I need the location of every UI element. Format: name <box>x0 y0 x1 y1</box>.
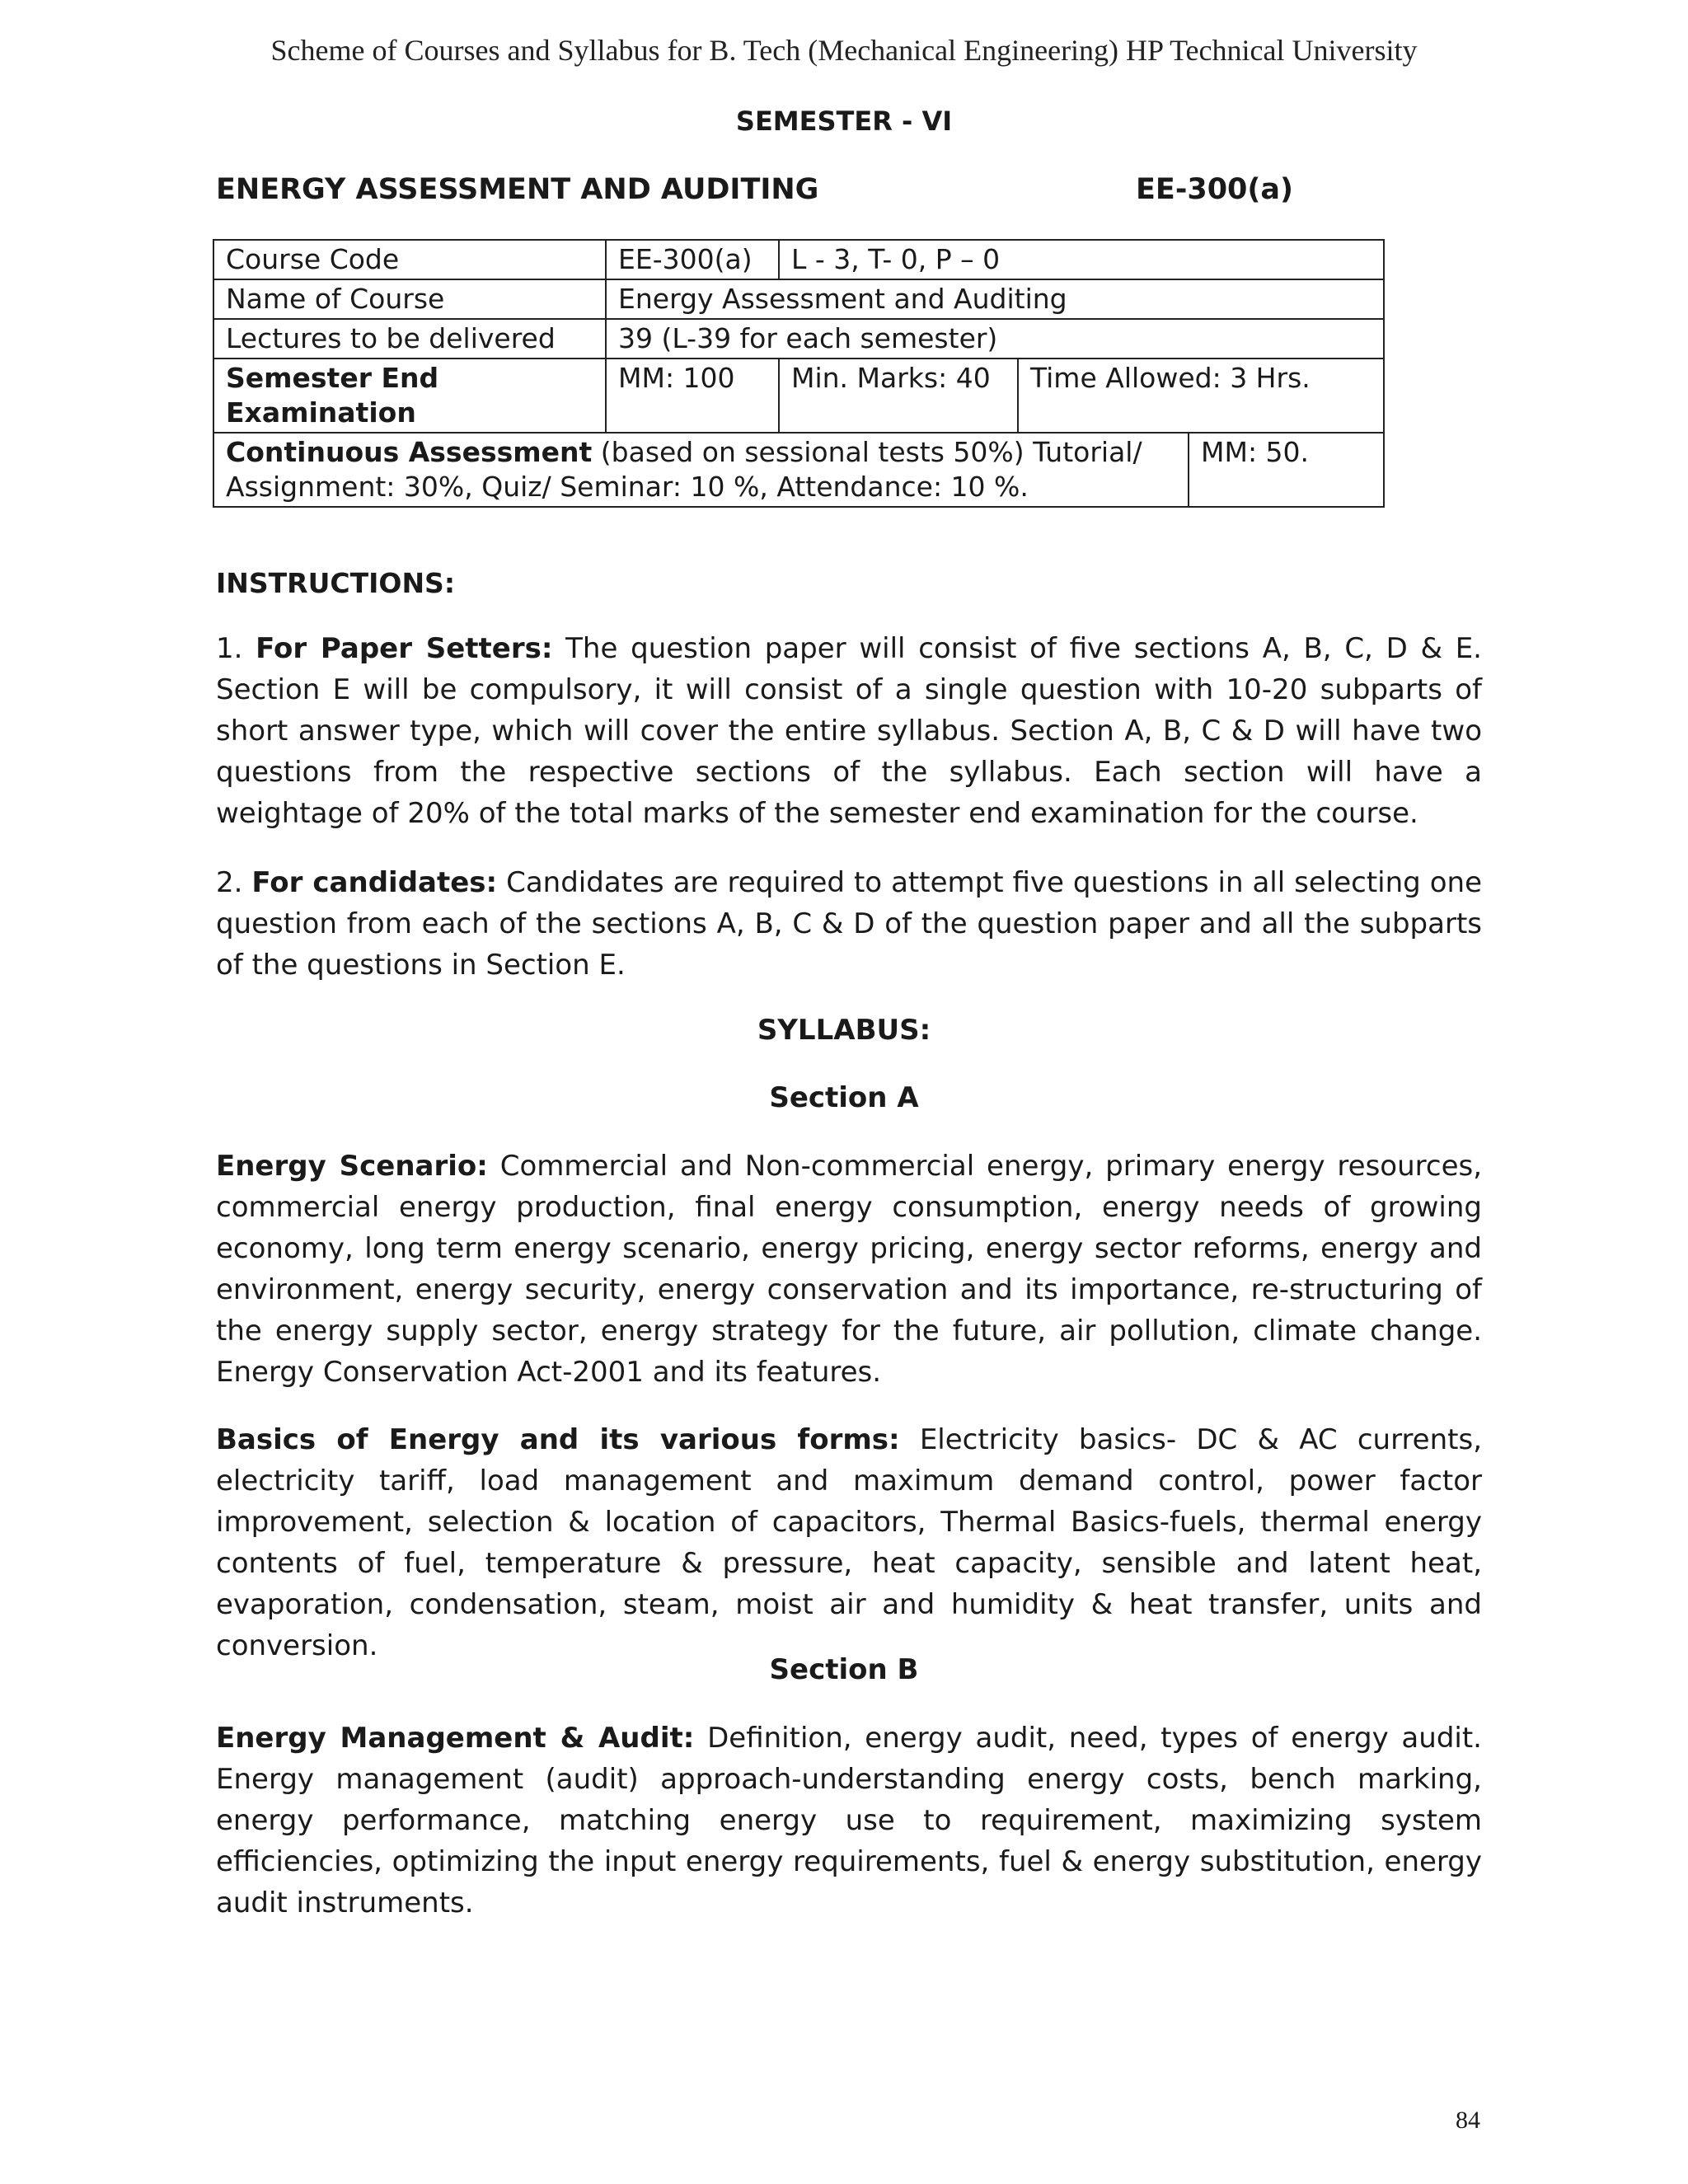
course-title: ENERGY ASSESSMENT AND AUDITING <box>216 173 819 206</box>
section-a-heading: Section A <box>769 1081 919 1114</box>
course-code-label: Course Code <box>213 240 606 279</box>
item1-prefix: 1. <box>216 632 256 665</box>
ca-label: Continuous Assessment <box>226 436 593 468</box>
table-row <box>213 433 1384 507</box>
energy-scenario-paragraph <box>216 1146 1482 1393</box>
item2-text: Candidates are required to attempt five questions in all selecting one question from each of the sections A, B, C & D of the question paper and all the subparts of the questions in Section E. <box>216 866 1482 982</box>
ltp-value: L - 3, T- 0, P – 0 <box>779 240 1384 279</box>
section-b-heading: Section B <box>769 1653 919 1686</box>
item1-text: The question paper will consist of five sections A, B, C, D & E. Section E will be compulsory, it will consist of a single question with 10-20 subparts of short answer type, which will cover the entire syllabus. Section A, B, C & D will have two questions from the respective sections of the syllabus. Each section will have a weightage of 20% of the total marks of the semester end examination for the course. <box>216 632 1482 830</box>
p1-label: Energy Scenario: <box>216 1150 488 1183</box>
sem-end-label: Semester End Examination <box>213 359 606 433</box>
lectures-label: Lectures to be delivered <box>213 319 606 359</box>
p3-label: Energy Management & Audit: <box>216 1722 695 1755</box>
table-row <box>213 240 1384 279</box>
p3-text: Definition, energy audit, need, types of energy audit. Energy management (audit) approach-understanding energy costs, bench marking, energy performance, matching energy use to requirement, maximizing system efficiencies, optimizing the input energy requirements, fuel & energy substitution, energy audit instruments. <box>216 1722 1482 1919</box>
name-label: Name of Course <box>213 279 606 319</box>
item1-label: For Paper Setters: <box>256 632 553 665</box>
table-row <box>213 319 1384 359</box>
table-row <box>213 279 1384 319</box>
ca-max-marks: MM: 50. <box>1189 433 1384 507</box>
ca-text: (based on sessional tests 50%) Tutorial/ Assignment: 30%, Quiz/ Seminar: 10 %, Attendance: 10 %. <box>226 436 1142 503</box>
item2-prefix: 2. <box>216 866 252 899</box>
instruction-item-1 <box>216 628 1482 834</box>
semester-heading: SEMESTER - VI <box>735 105 953 137</box>
item2-label: For candidates: <box>251 866 498 899</box>
energy-management-paragraph <box>216 1718 1482 1924</box>
energy-basics-paragraph <box>216 1419 1482 1666</box>
time-allowed: Time Allowed: 3 Hrs. <box>1018 359 1384 433</box>
min-marks: Min. Marks: 40 <box>779 359 1018 433</box>
p1-text: Commercial and Non-commercial energy, primary energy resources, commercial energy production, final energy consumption, energy needs of growing economy, long term energy scenario, energy pricing, energy sector reforms, energy and environment, energy security, energy conservation and its importance, re-structuring of the energy supply sector, energy strategy for the future, air pollution, climate change. Energy Conservation Act-2001 and its features. <box>216 1150 1483 1389</box>
max-marks: MM: 100 <box>606 359 779 433</box>
p2-text: Electricity basics- DC & AC currents, electricity tariff, load management and maximum demand control, power factor improvement, selection & location of capacitors, Thermal Basics-fuels, thermal energy contents of fuel, temperature & pressure, heat capacity, sensible and latent heat, evaporation, condensation, steam, moist air and humidity & heat transfer, units and conversion. <box>216 1423 1482 1662</box>
name-value: Energy Assessment and Auditing <box>606 279 1384 319</box>
document-header: Scheme of Courses and Syllabus for B. Tech (Mechanical Engineering) HP Technical University <box>270 34 1418 67</box>
course-info-table <box>213 239 1385 508</box>
table-row <box>213 359 1384 433</box>
instructions-heading: INSTRUCTIONS: <box>216 567 456 599</box>
p2-label: Basics of Energy and its various forms: <box>216 1423 900 1456</box>
syllabus-heading: SYLLABUS: <box>757 1014 931 1047</box>
lectures-value: 39 (L-39 for each semester) <box>606 319 1384 359</box>
continuous-assessment <box>213 433 1189 507</box>
course-code-heading: EE-300(a) <box>1136 173 1294 206</box>
course-code-value: EE-300(a) <box>606 240 779 279</box>
instruction-item-2 <box>216 862 1482 986</box>
page-number: 84 <box>1456 2107 1480 2134</box>
